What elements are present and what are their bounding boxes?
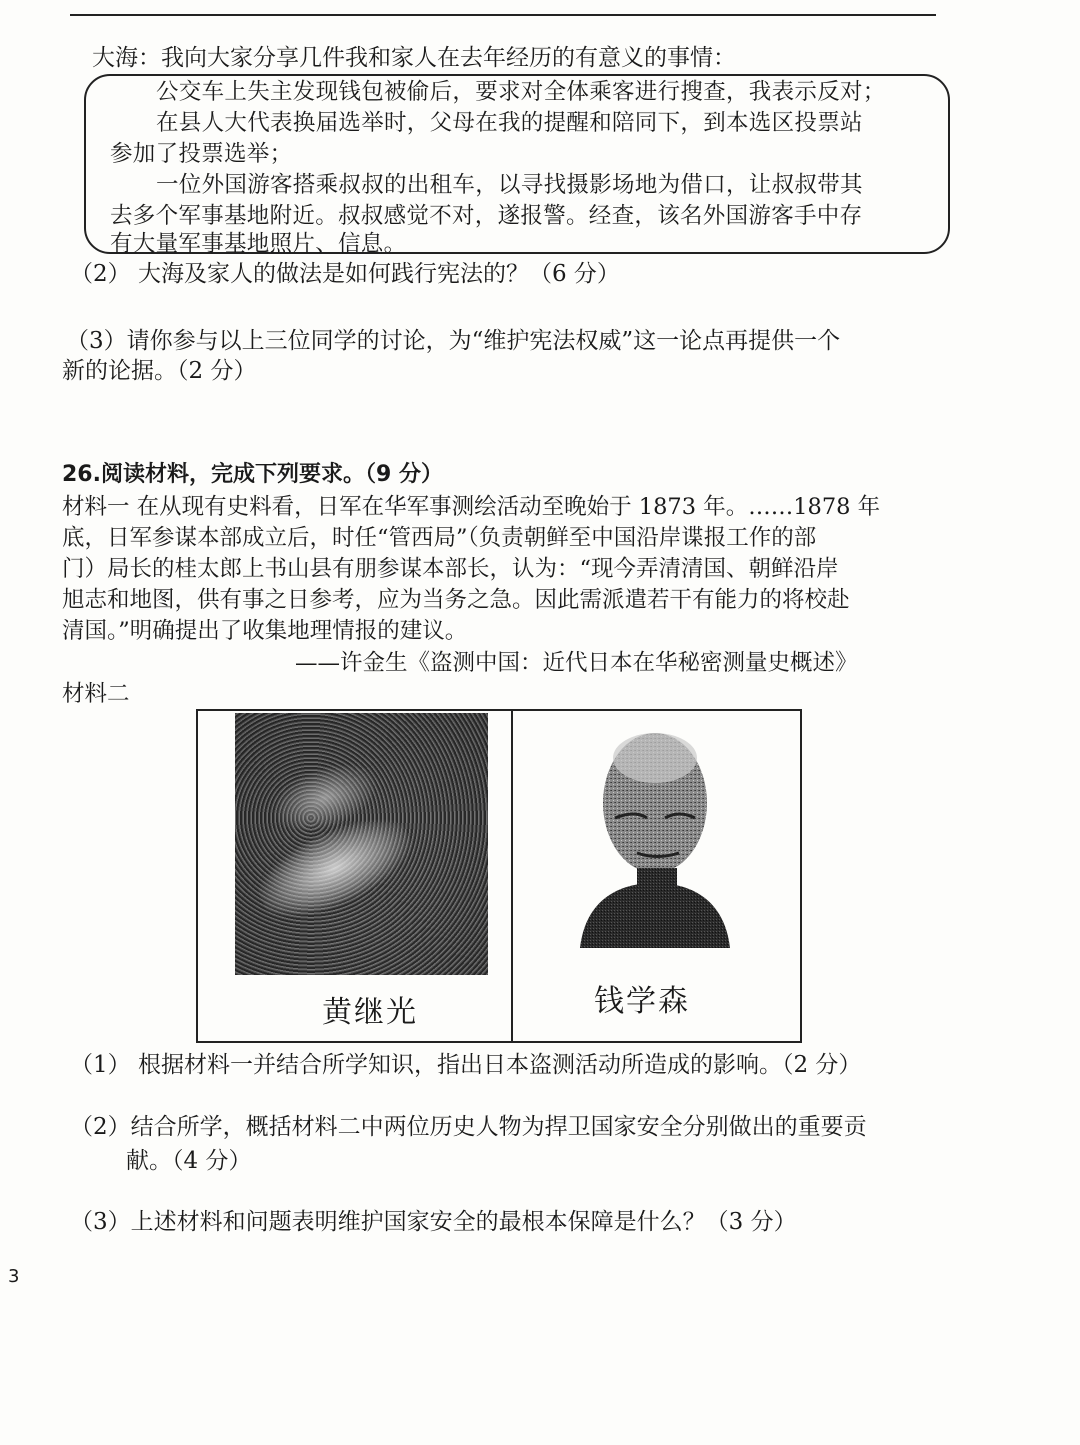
material-1-line: 旭志和地图，供有事之日参考，应为当务之急。因此需派遣若干有能力的将校赴	[62, 587, 850, 613]
bubble-line: 参加了投票选举；	[110, 141, 293, 167]
bubble-line: 去多个军事基地附近。叔叔感觉不对，遂报警。经查，该名外国游客手中存	[110, 203, 863, 229]
source-citation: ——许金生《盗测中国：近代日本在华秘密测量史概述》	[295, 650, 858, 676]
frame-divider	[511, 709, 513, 1043]
portrait-photo	[575, 718, 735, 948]
speaker-line: 大海：我向大家分享几件我和家人在去年经历的有意义的事情：	[92, 45, 736, 71]
question-25-3-line1: （3）请你参与以上三位同学的讨论，为“维护宪法权威”这一论点再提供一个	[66, 328, 841, 354]
material-1-line: 门）局长的桂太郎上书山县有朋参谋本部长，认为：“现今弄清清国、朝鲜沿岸	[62, 556, 839, 582]
question-26-2-line2: 献。（4 分）	[126, 1148, 252, 1174]
shoulders-shape	[580, 883, 730, 948]
material-1-line: 清国。”明确提出了收集地理情报的建议。	[62, 618, 468, 644]
question-26-heading: 26.阅读材料，完成下列要求。（9 分）	[62, 462, 443, 487]
question-25-2: （2） 大海及家人的做法是如何践行宪法的？（6 分）	[70, 261, 620, 287]
bubble-line: 有大量军事基地照片、信息。	[110, 231, 407, 257]
question-25-3-line2: 新的论据。（2 分）	[62, 358, 257, 384]
question-26-3: （3）上述材料和问题表明维护国家安全的最根本保障是什么？（3 分）	[70, 1209, 797, 1235]
speech-bubble	[84, 74, 950, 257]
caption-huang-jiguang: 黄继光	[322, 995, 418, 1030]
question-26-1: （1） 根据材料一并结合所学知识，指出日本盗测活动所造成的影响。（2 分）	[70, 1052, 862, 1078]
bubble-line: 公交车上失主发现钱包被偷后，要求对全体乘客进行搜查，我表示反对；	[156, 79, 886, 105]
bubble-line: 在县人大代表换届选举时，父母在我的提醒和陪同下，到本选区投票站	[156, 110, 863, 136]
bubble-line: 一位外国游客搭乘叔叔的出租车，以寻找摄影场地为借口，让叔叔带其	[156, 172, 863, 198]
question-26-2-line1: （2）结合所学，概括材料二中两位历史人物为捍卫国家安全分别做出的重要贡	[70, 1114, 867, 1140]
page-number: 3	[8, 1266, 20, 1287]
caption-qian-xuesen: 钱学森	[594, 984, 690, 1019]
material-1-line: 底，日军参谋本部成立后，时任“管西局”（负责朝鲜至中国沿岸谍报工作的部	[62, 525, 817, 551]
battle-photo	[235, 713, 488, 975]
material-2-label: 材料二	[62, 681, 130, 707]
material-1-line: 材料一 在从现有史料看，日军在华军事测绘活动至晚始于 1873 年。……1878 年	[62, 494, 881, 520]
top-rule	[70, 14, 936, 16]
